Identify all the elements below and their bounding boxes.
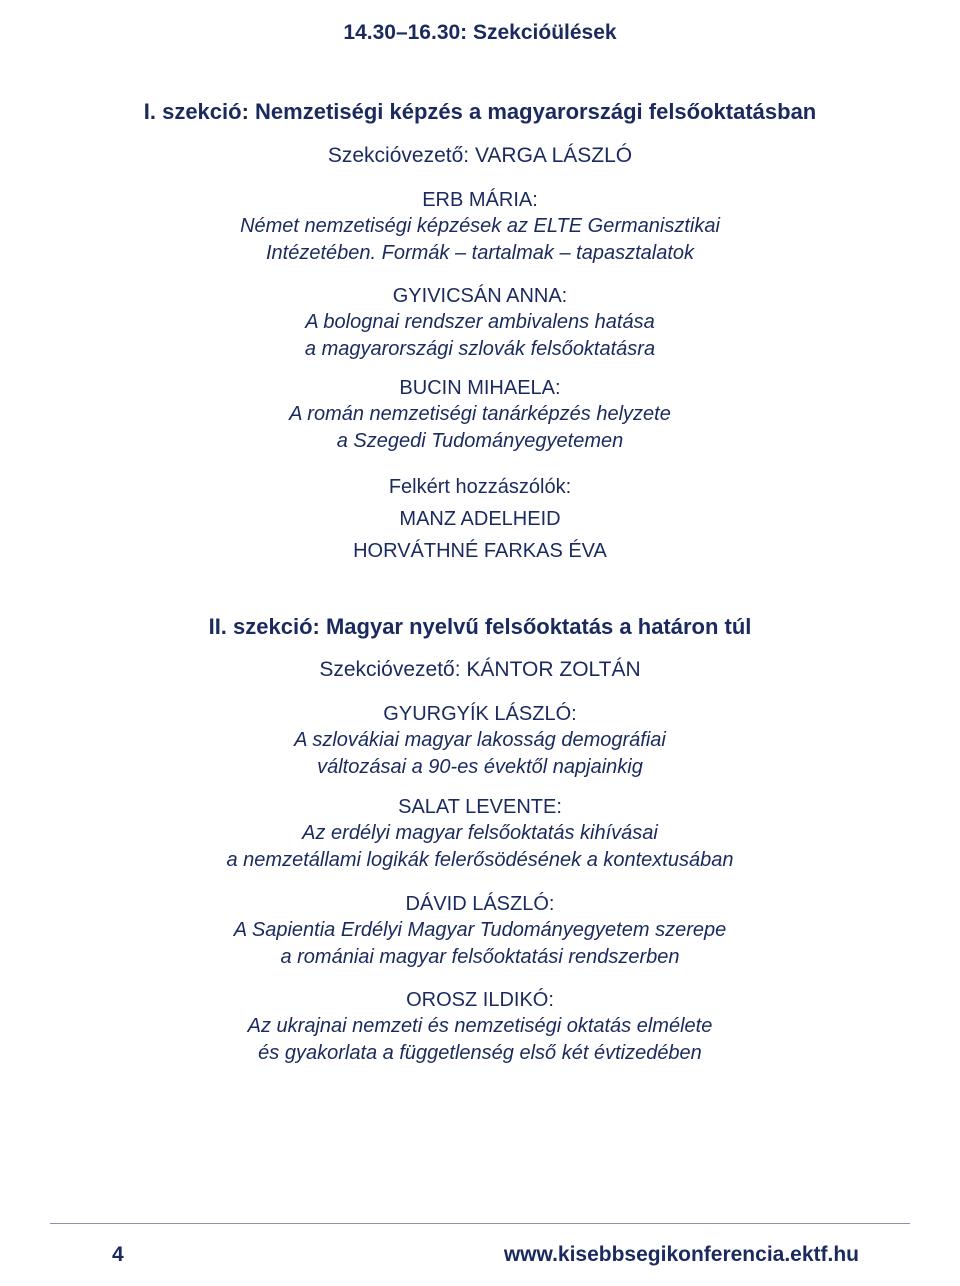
talk-title-line-1: Német nemzetiségi képzések az ELTE Germanisztikai (240, 215, 720, 237)
talk-title-line-2: változásai a 90-es évektől napjainkig (317, 756, 643, 778)
section-2-title: II. szekció: Magyar nyelvű felsőoktatás a határon túl (208, 614, 752, 639)
talk-speaker: BUCIN MIHAELA: (399, 377, 561, 399)
talk-speaker: SALAT LEVENTE: (398, 796, 562, 818)
talk-title-line-2: Intézetében. Formák – tartalmak – tapasztalatok (266, 242, 694, 264)
section-1-talk-2 (0, 283, 960, 363)
talk-title-line-1: Az erdélyi magyar felsőoktatás kihívásai (302, 822, 658, 844)
talk-title-line-1: Az ukrajnai nemzeti és nemzetiségi oktatás elmélete (247, 1015, 713, 1037)
section-1-talk-1 (0, 187, 960, 267)
footer-divider (50, 1223, 910, 1224)
talk-title-line-1: A román nemzetiségi tanárképzés helyzete (289, 403, 671, 425)
section-2-talk-3 (0, 891, 960, 971)
talk-title-line-2: és gyakorlata a függetlenség első két évtizedében (258, 1042, 702, 1064)
talk-title-line-2: a nemzetállami logikák felerősödésének a kontextusában (226, 849, 734, 871)
talk-title-line-1: A bolognai rendszer ambivalens hatása (305, 311, 655, 333)
contributors-label: Felkért hozzászólók: (388, 476, 572, 498)
section-1-talk-3 (0, 375, 960, 455)
talk-title-line-2: a Szegedi Tudományegyetemen (336, 430, 624, 452)
section-1-title: I. szekció: Nemzetiségi képzés a magyarországi felsőoktatásban (143, 99, 817, 124)
talk-title-line-1: A szlovákiai magyar lakosság demográfiai (294, 729, 666, 751)
contributor-name: MANZ ADELHEID (399, 508, 561, 530)
section-2-talk-2 (0, 794, 960, 874)
talk-speaker: ERB MÁRIA: (422, 189, 538, 211)
talk-title-line-2: a magyarországi szlovák felsőoktatásra (304, 338, 656, 360)
section-2-leader: Szekcióvezető: KÁNTOR ZOLTÁN (319, 658, 641, 681)
talk-speaker: GYURGYÍK LÁSZLÓ: (383, 703, 577, 725)
talk-title-line-2: a romániai magyar felsőoktatási rendszerben (280, 946, 680, 968)
section-1-contributors (0, 471, 960, 567)
contributor-name: HORVÁTHNÉ FARKAS ÉVA (353, 540, 607, 562)
talk-speaker: GYIVICSÁN ANNA: (392, 285, 568, 307)
talk-speaker: DÁVID LÁSZLÓ: (405, 893, 555, 915)
section-1-leader: Szekcióvezető: VARGA LÁSZLÓ (327, 144, 633, 167)
section-2-talk-1 (0, 701, 960, 781)
page-title: 14.30–16.30: Szekcióülések (343, 21, 617, 44)
website-link[interactable]: www.kisebbsegikonferencia.ektf.hu (503, 1243, 859, 1266)
talk-title-line-1: A Sapientia Erdélyi Magyar Tudományegyetem szerepe (233, 919, 727, 941)
page-number: 4 (112, 1243, 124, 1266)
talk-speaker: OROSZ ILDIKÓ: (406, 989, 554, 1011)
section-2-talk-4 (0, 987, 960, 1067)
